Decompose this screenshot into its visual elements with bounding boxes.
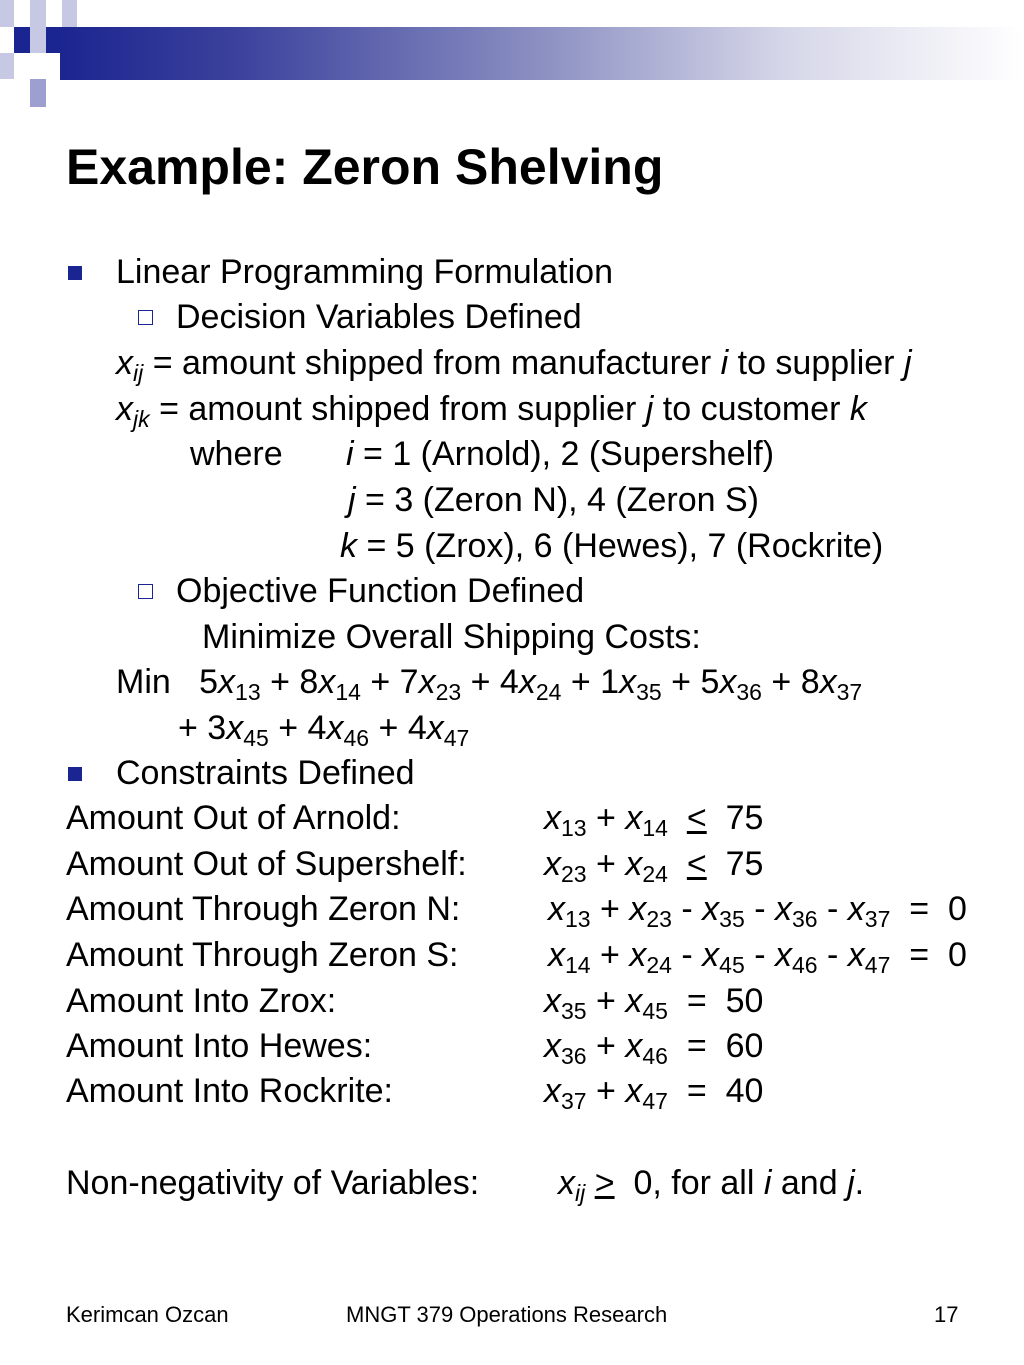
footer-course: MNGT 379 Operations Research bbox=[346, 1302, 668, 1327]
constraint-label: Amount Into Hewes: bbox=[66, 1027, 373, 1065]
constraint-expression: $x_{14} + x_{24} - x_{45} - x_{46} - x_{47} = 0$ bbox=[548, 936, 967, 978]
header-square bbox=[14, 27, 30, 53]
sub-decision-variables: Decision Variables Defined bbox=[176, 298, 582, 336]
header-square bbox=[0, 27, 14, 53]
header-square bbox=[30, 0, 46, 27]
constraint-expression: $x_{13} + x_{14} < 75$ bbox=[544, 799, 764, 841]
constraint-expression: $x_{23} + x_{24} < 75$ bbox=[544, 845, 764, 887]
header-square bbox=[46, 27, 62, 53]
definition-xjk: $x_{jk}$ = amount shipped from supplier j to customer k bbox=[116, 390, 867, 432]
bullet-square-icon bbox=[68, 767, 82, 781]
nonnegativity-label: Non-negativity of Variables: bbox=[66, 1164, 480, 1202]
hollow-square-bullet-icon bbox=[138, 310, 153, 325]
index-j-definition: j = 3 (Zeron N), 4 (Zeron S) bbox=[348, 481, 759, 519]
index-i-definition: i = 1 (Arnold), 2 (Supershelf) bbox=[346, 435, 775, 473]
constraint-expression: $x_{36} + x_{46} = 60$ bbox=[544, 1027, 764, 1069]
header-square bbox=[30, 79, 46, 107]
constraint-label: Amount Through Zeron N: bbox=[66, 890, 461, 928]
constraint-label: Amount Into Zrox: bbox=[66, 982, 337, 1020]
objective-function-line1: Min $5x_{13} + 8x_{14} + 7x_{23} + 4x_{24} + 1x_{35} + 5x_{36} + 8x_{37}$ bbox=[116, 663, 863, 705]
bullet-square-icon bbox=[68, 266, 82, 280]
constraint-label: Amount Out of Supershelf: bbox=[66, 845, 467, 883]
constraint-label: Amount Into Rockrite: bbox=[66, 1072, 393, 1110]
header-square bbox=[0, 53, 14, 79]
where-label: where bbox=[190, 435, 283, 473]
constraint-expression: $x_{37} + x_{47} = 40$ bbox=[544, 1072, 764, 1114]
constraint-label: Amount Out of Arnold: bbox=[66, 799, 401, 837]
index-k-definition: k = 5 (Zrox), 6 (Hewes), 7 (Rockrite) bbox=[340, 527, 884, 565]
objective-description: Minimize Overall Shipping Costs: bbox=[202, 618, 701, 656]
header-square bbox=[30, 53, 46, 79]
bullet-lp-formulation: Linear Programming Formulation bbox=[116, 253, 613, 291]
header-square bbox=[62, 0, 77, 27]
hollow-square-bullet-icon bbox=[138, 584, 153, 599]
header-gradient-bar bbox=[60, 27, 1024, 80]
header-square bbox=[30, 27, 46, 53]
constraint-expression: $x_{13} + x_{23} - x_{35} - x_{36} - x_{37} = 0$ bbox=[548, 890, 967, 932]
footer-page-number: 17 bbox=[934, 1302, 959, 1327]
slide-title: Example: Zeron Shelving bbox=[66, 139, 664, 195]
nonnegativity-expression: $x_{ij} > 0$, for all i and j. bbox=[558, 1164, 865, 1206]
objective-function-line2: + $3x_{45} + 4x_{46} + 4x_{47}$ bbox=[178, 709, 470, 751]
bullet-constraints: Constraints Defined bbox=[116, 754, 415, 792]
footer-author: Kerimcan Ozcan bbox=[66, 1302, 229, 1327]
header-square bbox=[0, 0, 14, 27]
constraint-label: Amount Through Zeron S: bbox=[66, 936, 459, 974]
constraint-expression: $x_{35} + x_{45} = 50$ bbox=[544, 982, 764, 1024]
definition-xij: $x_{ij}$ = amount shipped from manufacturer i to supplier j bbox=[116, 344, 912, 386]
sub-objective-function: Objective Function Defined bbox=[176, 572, 585, 610]
